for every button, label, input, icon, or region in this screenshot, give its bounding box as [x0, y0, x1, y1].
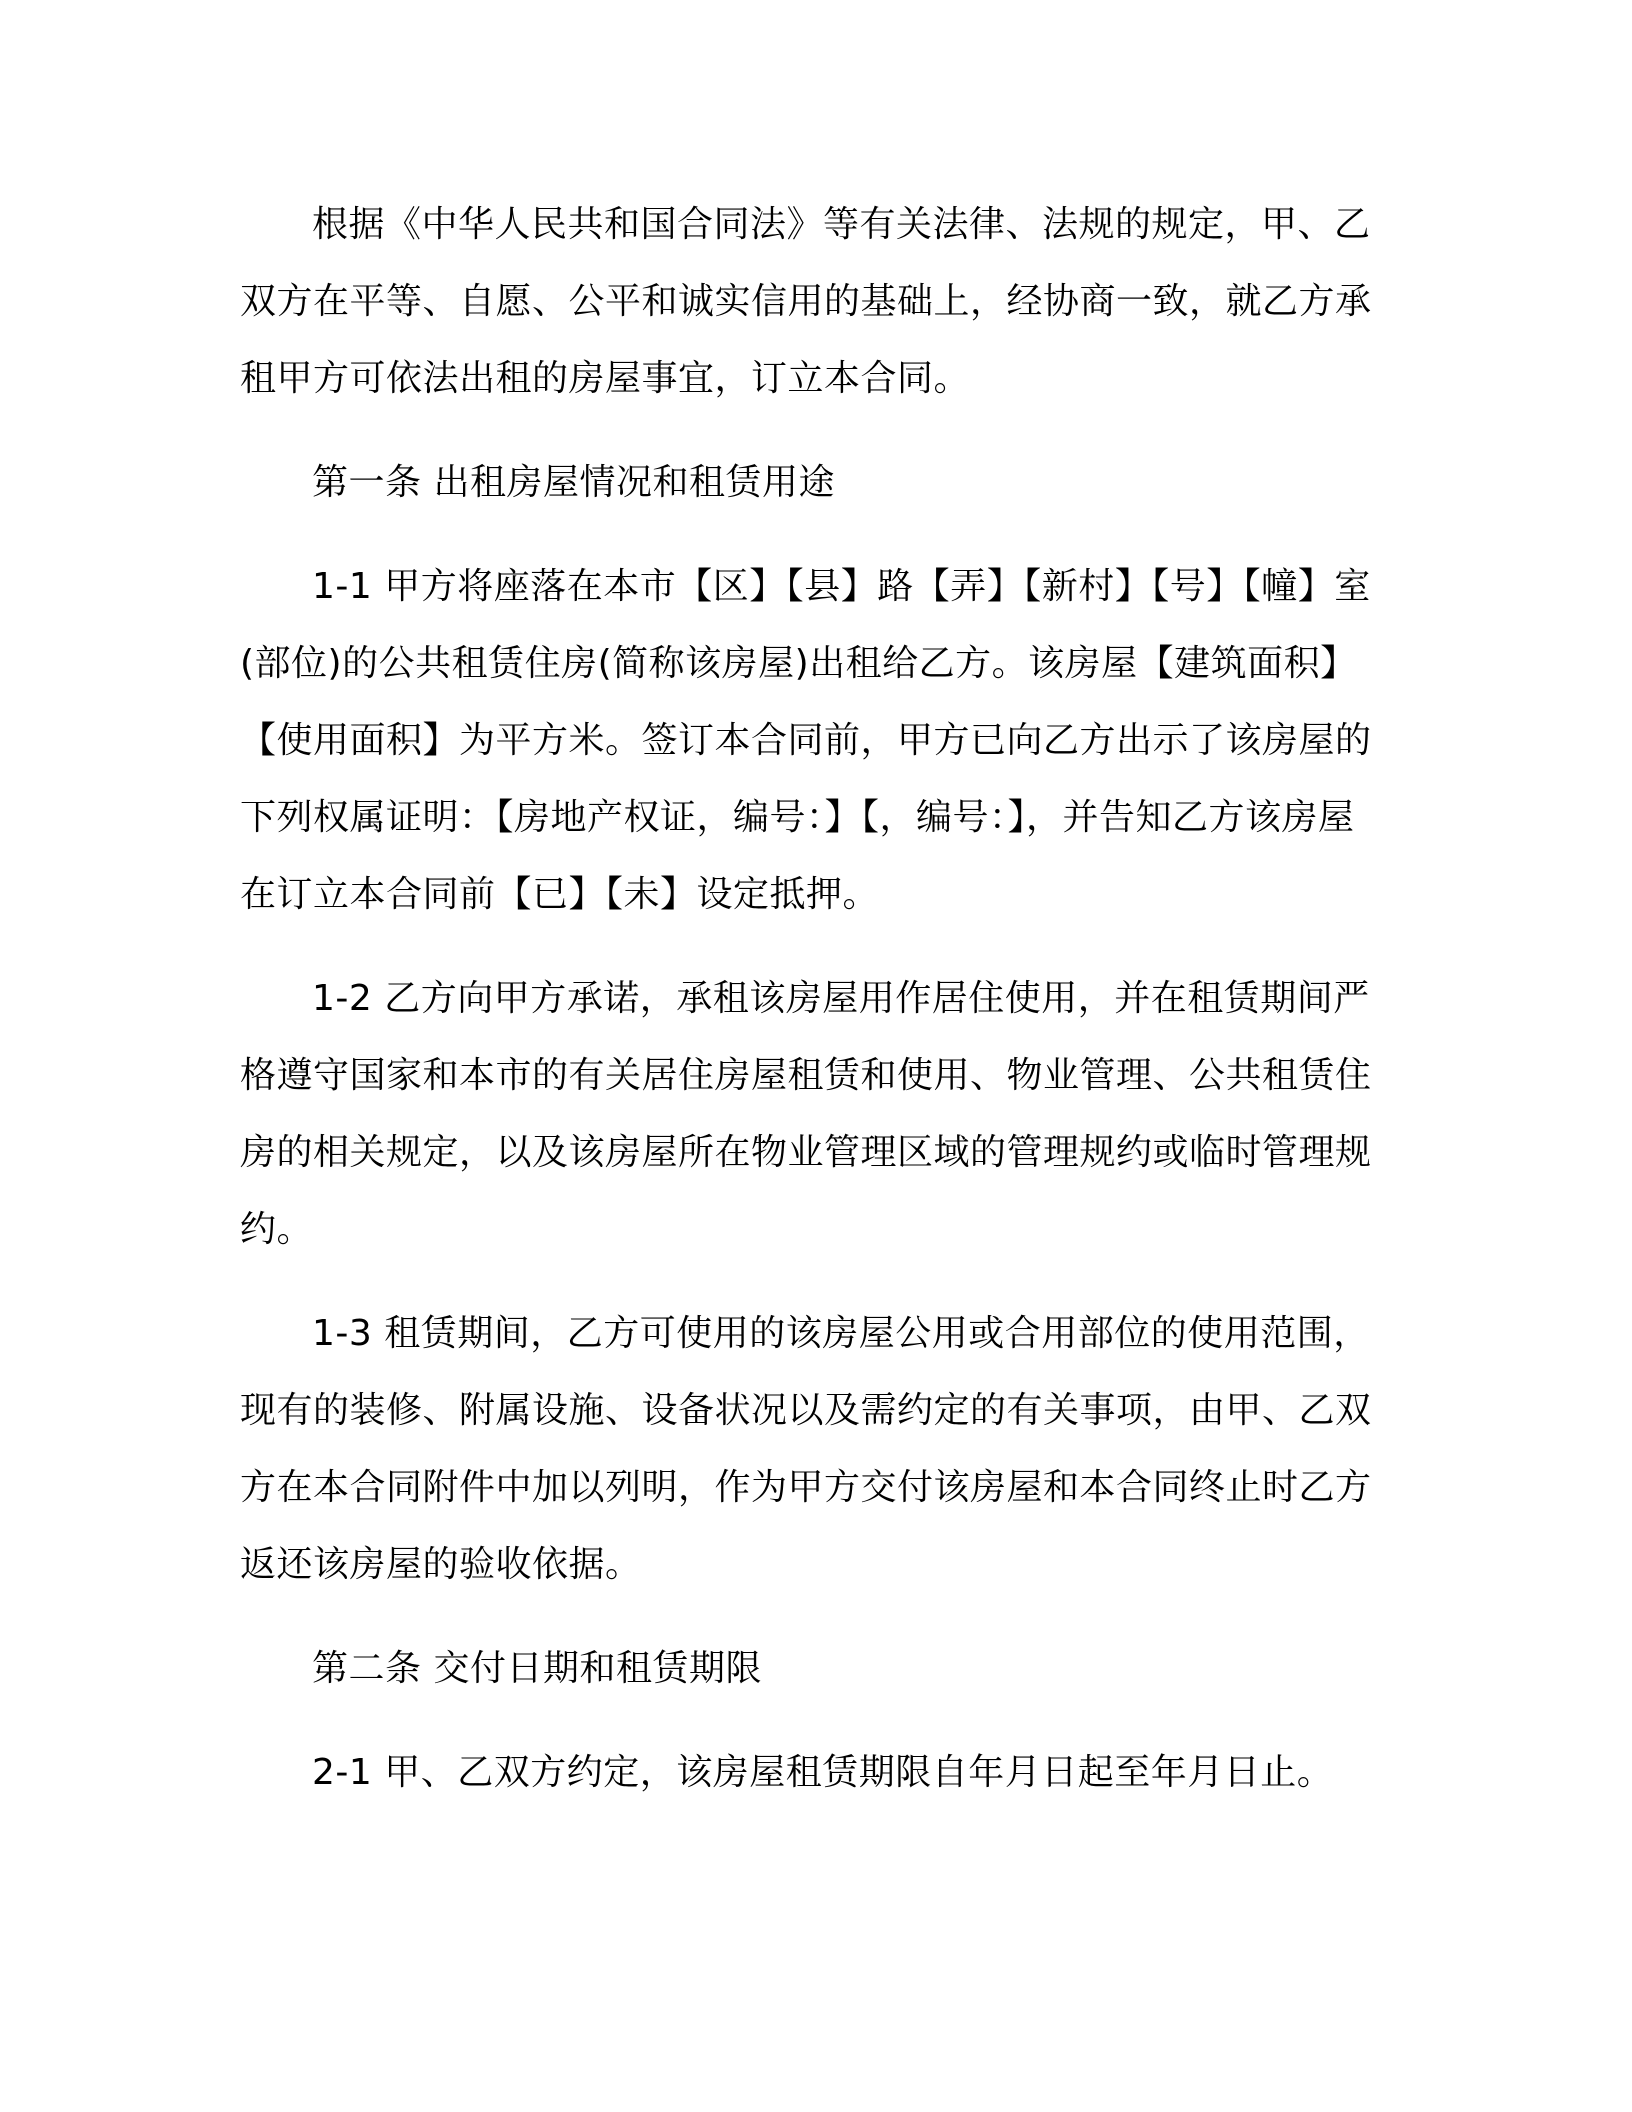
clause-1-3: 1-3 租赁期间，乙方可使用的该房屋公用或合用部位的使用范围，现有的装修、附属设施、设备状况以及需约定的有关事项，由甲、乙双方在本合同附件中加以列明，作为甲方交付该房屋和本合同终止时乙方返还该房屋的验收依据。	[240, 1313, 1372, 1585]
clause-1-1: 1-1 甲方将座落在本市【区】【县】路【弄】【新村】【号】【幢】室(部位)的公共租赁住房(简称该房屋)出租给乙方。该房屋【建筑面积】【使用面积】为平方米。签订本合同前，甲方已向乙方出示了该房屋的下列权属证明：【房地产权证，编号：】【，编号：】，并告知乙方该房屋在订立本合同前【已】【未】设定抵押。	[240, 566, 1372, 915]
intro-paragraph: 根据《中华人民共和国合同法》等有关法律、法规的规定，甲、乙双方在平等、自愿、公平和诚实信用的基础上，经协商一致，就乙方承租甲方可依法出租的房屋事宜，订立本合同。	[240, 204, 1372, 399]
clause-2-1: 2-1 甲、乙双方约定，该房屋租赁期限自年月日起至年月日止。	[312, 1752, 1334, 1793]
clause-1-2: 1-2 乙方向甲方承诺，承租该房屋用作居住使用，并在租赁期间严格遵守国家和本市的有关居住房屋租赁和使用、物业管理、公共租赁住房的相关规定，以及该房屋所在物业管理区域的管理规约或临时管理规约。	[240, 978, 1372, 1250]
article-2-heading: 第二条 交付日期和租赁期限	[312, 1648, 762, 1689]
article-1-heading: 第一条 出租房屋情况和租赁用途	[312, 462, 835, 503]
document-body	[240, 186, 1390, 1838]
